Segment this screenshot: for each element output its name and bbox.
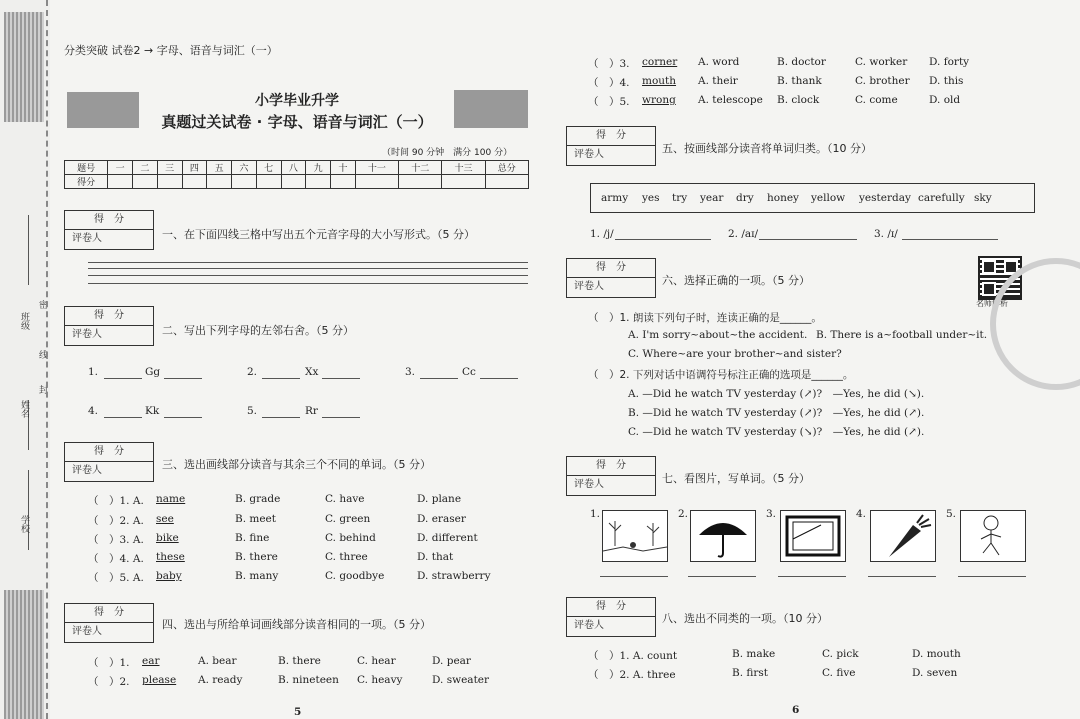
page-5 [52,0,542,719]
q4-option-c[interactable]: C. worker [855,56,908,68]
q4-word: mouth [642,75,677,87]
score-entry[interactable] [207,175,232,189]
picture-num: 1. [590,508,601,520]
q3-option-a[interactable]: name [156,493,186,505]
q3-row-num: （ ）4. A. [88,553,144,565]
score-table [64,160,529,189]
q3-option-d[interactable]: D. plane [417,493,462,505]
q3-option-d[interactable]: D. different [417,532,478,544]
word-bank-word: sky [974,192,992,204]
q5-title: 五、按画线部分读音将单词归类。（10 分） [662,142,872,155]
score-row-label: 得分 [65,175,108,189]
cut-line [46,0,48,719]
word-bank-word: yellow [811,192,846,204]
q4-option-d[interactable]: D. sweater [432,674,490,686]
q2-letter: Kk [145,405,160,417]
binding-stripes-bottom [4,590,44,719]
qr-finder [982,282,996,296]
picture-num: 2. [678,508,689,520]
q3-row-num: （ ）5. A. [88,572,144,584]
grader-label: 评卷人 [72,465,102,476]
q4-option-a[interactable]: A. bear [198,655,237,667]
q4-word: please [142,674,177,686]
q3-option-d[interactable]: D. strawberry [417,570,491,582]
q4-word: wrong [642,94,676,106]
q4-option-d[interactable]: D. this [929,75,964,87]
score-box-q1 [64,210,154,250]
q4-option-b[interactable]: B. thank [777,75,822,87]
q2-item-num: 3. [405,366,416,378]
winter-scene-icon [603,511,667,561]
q6-question-2: （ ）2. 下列对话中语调符号标注正确的选项是______。 [588,369,854,381]
answer-blank[interactable] [480,378,518,379]
score-cell: 五 [207,161,232,175]
score-box-label: 得 分 [567,259,655,278]
score-table-header [65,161,529,175]
q2-item-num: 1. [88,366,99,378]
score-cell: 题号 [65,161,108,175]
picture-num: 3. [766,508,777,520]
q4-option-a[interactable]: A. telescope [698,94,763,106]
q2-item-num: 5. [247,405,258,417]
q6-q1-option-c[interactable]: C. Where~are your brother~and sister? [628,348,842,360]
q8-option-d[interactable]: D. seven [912,667,958,679]
grader-label: 评卷人 [574,281,604,292]
page-number: 5 [294,706,302,718]
class-line [28,215,29,285]
q3-option-c[interactable]: C. goodbye [325,570,385,582]
window-icon [781,511,845,561]
score-box-q8 [566,597,656,637]
answer-blank[interactable] [778,576,846,577]
score-cell: 十一 [355,161,398,175]
q3-option-d[interactable]: D. that [417,551,454,563]
q3-option-b[interactable]: B. there [235,551,278,563]
q3-option-c[interactable]: C. three [325,551,368,563]
answer-blank[interactable] [420,378,458,379]
q6-q2-option-b[interactable]: B. —Did he watch TV yesterday (↗)? —Yes, he did (↗). [628,407,925,419]
score-entry[interactable] [182,175,207,189]
score-box-label: 得 分 [567,598,655,617]
q2-item-num: 2. [247,366,258,378]
word-bank-word: yes [642,192,660,204]
picture-window [780,510,846,562]
grader-label: 评卷人 [574,149,604,160]
score-box-q2 [64,306,154,346]
q4-option-b[interactable]: B. there [278,655,321,667]
series-tag: 分类突破 试卷2 → 字母、语音与词汇（一） [64,44,278,57]
label-class: 班级 [19,312,29,330]
carrot-icon [871,511,935,561]
answer-blank[interactable] [164,417,202,418]
q4-title: 四、选出与所给单词画线部分读音相同的一项。（5 分） [162,618,431,631]
binding-stripes-top [4,12,44,122]
q3-option-b[interactable]: B. meet [235,513,276,525]
q2-letter: Rr [305,405,318,417]
answer-blank[interactable] [600,576,668,577]
score-table-row [65,175,529,189]
answer-blank[interactable] [902,239,998,240]
writing-line [88,262,528,263]
score-box-label: 得 分 [65,443,153,462]
q6-title: 六、选择正确的一项。（5 分） [662,274,810,287]
label-seal-3: 线 [37,350,47,359]
q3-option-b[interactable]: B. grade [235,493,281,505]
q8-option-b[interactable]: B. first [732,667,769,679]
time-note: （时间 90 分钟 满分 100 分） [382,148,513,158]
q6-question-1: （ ）1. 朗读下列句子时，连读正确的是______。 [588,312,822,324]
score-box-q7 [566,456,656,496]
answer-blank[interactable] [759,239,857,240]
answer-blank[interactable] [322,417,360,418]
q3-option-a[interactable]: baby [156,570,182,582]
score-box-q6 [566,258,656,298]
q6-q2-option-a[interactable]: A. —Did he watch TV yesterday (↗)? —Yes, he did (↘). [628,388,925,400]
q2-letter: Xx [305,366,319,378]
q4-option-c[interactable]: C. heavy [357,674,403,686]
word-bank-word: dry [736,192,754,204]
answer-blank[interactable] [104,378,142,379]
score-box-label: 得 分 [65,604,153,623]
picture-num: 5. [946,508,957,520]
score-box-label: 得 分 [567,127,655,146]
score-cell: 九 [306,161,331,175]
q8-option-c[interactable]: C. pick [822,648,859,660]
answer-blank[interactable] [322,378,360,379]
word-bank-word: honey [767,192,799,204]
q3-option-a[interactable]: bike [156,532,179,544]
score-box-q3 [64,442,154,482]
q1-title: 一、在下面四线三格中写出五个元音字母的大小写形式。（5 分） [162,228,475,241]
score-cell: 一 [108,161,133,175]
q6-q1-option-a[interactable]: A. I'm sorry~about~the accident. [628,329,808,341]
q4-option-c[interactable]: C. brother [855,75,910,87]
score-box-label: 得 分 [65,211,153,230]
label-school: 学校 [19,515,29,533]
score-entry[interactable] [232,175,257,189]
label-name: 姓名 [19,400,29,418]
label-seal-2: 封 [37,385,47,394]
answer-blank[interactable] [262,378,300,379]
picture-boy-running [960,510,1026,562]
answer-blank[interactable] [104,417,142,418]
score-cell: 二 [133,161,158,175]
writing-line [88,283,528,284]
umbrella-icon [691,511,755,561]
q4-option-d[interactable]: D. forty [929,56,970,68]
score-cell: 三 [157,161,182,175]
q2-title: 二、写出下列字母的左邻右舍。（5 分） [162,324,354,337]
q4-option-d[interactable]: D. old [929,94,961,106]
q4-option-b[interactable]: B. clock [777,94,820,106]
q3-option-a[interactable]: these [156,551,185,563]
q4-row-num: （ ）1. [88,657,130,669]
q4-option-d[interactable]: D. pear [432,655,471,667]
q3-row-num: （ ）2. A. [88,515,144,527]
q4-option-c[interactable]: C. come [855,94,898,106]
grader-label: 评卷人 [72,626,102,637]
q6-q1-option-b[interactable]: B. There is a~football under~it. [816,329,988,341]
answer-blank[interactable] [958,576,1026,577]
label-seal-1: 密 [37,300,47,309]
score-entry[interactable] [442,175,485,189]
qr-label: 名师解析 [976,299,1008,308]
q8-option-c[interactable]: C. five [822,667,856,679]
q8-row-num: （ ）1. A. count [588,650,678,662]
answer-blank[interactable] [164,378,202,379]
q5-category: 3. /ɪ/ [874,228,898,240]
q4-row-num: （ ）3. [588,58,630,70]
q4-word: corner [642,56,678,68]
score-cell: 七 [256,161,281,175]
q2-item-num: 4. [88,405,99,417]
q3-row-num: （ ）1. A. [88,495,144,507]
q5-category: 2. /aɪ/ [728,228,759,240]
score-entry[interactable] [485,175,528,189]
q4-option-b[interactable]: B. nineteen [278,674,339,686]
score-entry[interactable] [355,175,398,189]
score-box-label: 得 分 [65,307,153,326]
word-bank-word: try [672,192,688,204]
writing-line [88,275,528,276]
q3-option-b[interactable]: B. many [235,570,279,582]
grader-label: 评卷人 [574,620,604,631]
q4-option-c[interactable]: C. hear [357,655,396,667]
score-cell: 八 [281,161,306,175]
word-bank-word: carefully [918,192,965,204]
q3-title: 三、选出画线部分读音与其余三个不同的单词。（5 分） [162,458,431,471]
word-bank-word: yesterday [859,192,911,204]
word-bank-word: year [700,192,724,204]
answer-blank[interactable] [868,576,936,577]
q2-letter: Gg [145,366,161,378]
score-entry[interactable] [399,175,442,189]
q8-title: 八、选出不同类的一项。（10 分） [662,612,828,625]
score-entry[interactable] [281,175,306,189]
score-box-q5 [566,126,656,166]
score-cell: 四 [182,161,207,175]
q7-title: 七、看图片，写单词。（5 分） [662,472,810,485]
score-entry[interactable] [108,175,133,189]
q8-row-num: （ ）2. A. three [588,669,676,681]
score-cell: 六 [232,161,257,175]
grader-label: 评卷人 [72,329,102,340]
answer-blank[interactable] [262,417,300,418]
word-bank-box [590,183,1035,213]
q3-option-c[interactable]: C. green [325,513,371,525]
score-cell: 十二 [399,161,442,175]
score-entry[interactable] [157,175,182,189]
q4-row-num: （ ）2. [88,676,130,688]
score-cell: 十 [331,161,356,175]
grader-label: 评卷人 [72,233,102,244]
score-entry[interactable] [306,175,331,189]
picture-num: 4. [856,508,867,520]
q5-category: 1. /j/ [590,228,614,240]
q3-option-a[interactable]: see [156,513,174,525]
answer-blank[interactable] [688,576,756,577]
page-number: 6 [792,704,800,716]
q6-q2-option-c[interactable]: C. —Did he watch TV yesterday (↘)? —Yes, he did (↗). [628,426,925,438]
school-line [28,470,29,550]
q4-option-a[interactable]: A. word [698,56,740,68]
score-entry[interactable] [331,175,356,189]
title-line-2: 真题过关试卷 · 字母、语音与词汇（一） [161,113,433,131]
answer-blank[interactable] [615,239,711,240]
q4-row-num: （ ）4. [588,77,630,89]
word-bank-word: army [601,192,629,204]
q3-option-c[interactable]: C. behind [325,532,376,544]
title-line-1: 小学毕业升学 [255,93,339,109]
score-cell: 十三 [442,161,485,175]
q4-word: ear [142,655,160,667]
q3-option-b[interactable]: B. fine [235,532,270,544]
score-cell: 总分 [485,161,528,175]
q4-row-num: （ ）5. [588,96,630,108]
score-entry[interactable] [133,175,158,189]
q2-letter: Cc [462,366,476,378]
grader-label: 评卷人 [574,479,604,490]
q3-row-num: （ ）3. A. [88,534,144,546]
q8-option-b[interactable]: B. make [732,648,776,660]
binding-strip [0,0,50,719]
picture-umbrella [690,510,756,562]
q3-option-c[interactable]: C. have [325,493,365,505]
q4-option-a[interactable]: A. ready [198,674,243,686]
qr-finder [982,260,996,274]
q4-option-b[interactable]: B. doctor [777,56,826,68]
q8-option-d[interactable]: D. mouth [912,648,961,660]
score-box-label: 得 分 [567,457,655,476]
picture-winter-scene [602,510,668,562]
score-box-q4 [64,603,154,643]
boy-running-icon [961,511,1025,561]
score-entry[interactable] [256,175,281,189]
q3-option-d[interactable]: D. eraser [417,513,466,525]
picture-carrot [870,510,936,562]
writing-line [88,268,528,269]
q4-option-a[interactable]: A. their [698,75,738,87]
